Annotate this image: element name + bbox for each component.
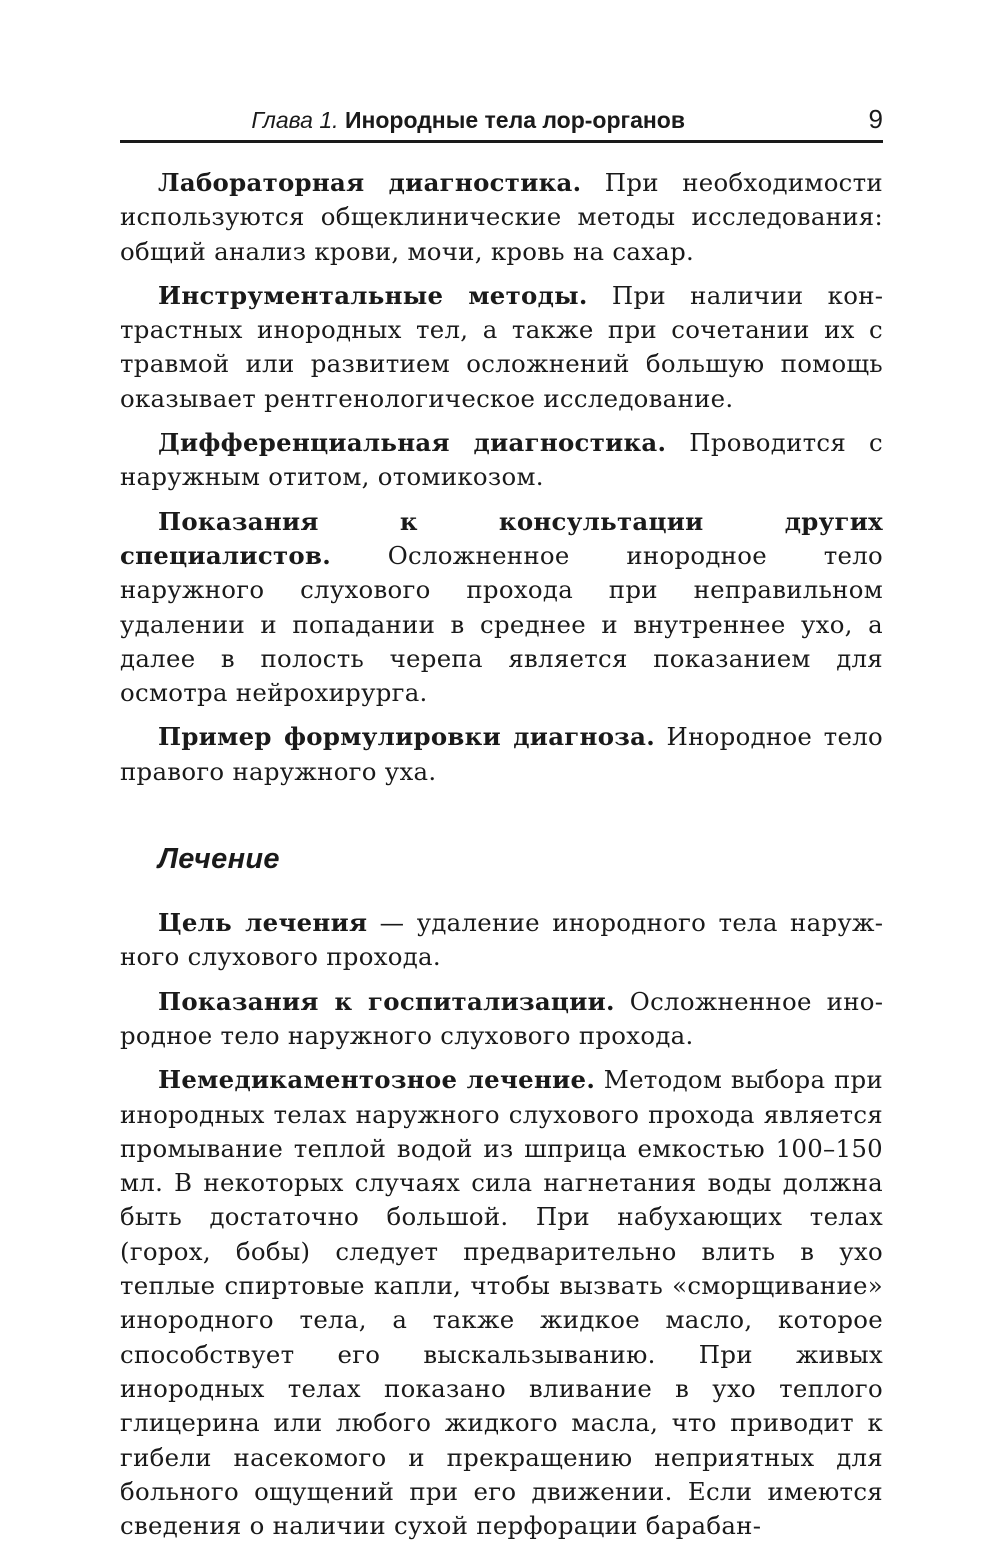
paragraph-text: Осложненное инородное тело наружного слухового прохода. (120, 986, 883, 1050)
paragraph-lead: Лабораторная диагностика. (158, 168, 582, 197)
paragraph-instrumental-methods (120, 279, 883, 416)
paragraph-lead: Цель лечения (158, 908, 368, 938)
paragraph-lead: Дифференциальная диагностика. (158, 428, 667, 458)
paragraph-treatment-goal (120, 906, 883, 975)
paragraph-lab-diagnostics (120, 166, 883, 269)
paragraph-lead: Инструментальные методы. (158, 280, 588, 310)
paragraph-text: Инородное тело правого наружного уха. (120, 722, 883, 786)
paragraph-text: — удаление инородного тела наружного слухового прохода. (120, 908, 883, 972)
paragraph-non-drug-treatment (120, 1063, 883, 1543)
chapter-title: Инородные тела лор-органов (344, 107, 685, 133)
paragraph-hospitalization (120, 985, 883, 1054)
paragraph-lead: Показания к госпитализации. (158, 986, 615, 1016)
page-number: 9 (868, 104, 883, 134)
section-heading-treatment: Лечение (158, 843, 280, 876)
paragraph-text: Осложненное инородное тело наружного слухового прохода при неправильном удалении и попадании в среднее и внутреннее ухо, а далее в полость черепа является показанием для осмотра нейрохирурга. (120, 540, 883, 708)
body-text (120, 166, 883, 1543)
running-head-title (120, 106, 685, 134)
paragraph-specialist-consultation (120, 505, 883, 711)
paragraph-lead: Показания к консультации других специалистов. (120, 506, 883, 570)
paragraph-differential-diagnostics (120, 426, 883, 495)
paragraph-lead: Немедикаментозное лечение. (158, 1065, 596, 1095)
paragraph-text: Проводится с наружным отитом, отомикозом. (120, 428, 883, 492)
running-head (120, 100, 883, 143)
paragraph-text: При необходимости используются общеклинические методы исследования: общий анализ крови, мочи, кровь на сахар. (120, 168, 883, 266)
paragraph-text: Методом выбора при инородных телах наружного слухового прохода является промывание теплой водой из шприца емкостью 100–150 мл. В некоторых случаях сила нагнетания воды должна быть достаточно большой. При набухающих телах (горох, бобы) следует предварительно влить в ухо теплые спиртовые капли, чтобы вызвать «сморщивание» инородного тела, а также жидкое масло, которое способствует его выскальзыванию. При живых инородных телах показано вливание в ухо теплого глицерина или любого жидкого масла, что приводит к гибели насекомого и прекращению неприятных для больного ощущений при его движении. Если имеются сведения о наличии сухой перфорации барабан- (120, 1065, 883, 1541)
chapter-label: Глава 1. (251, 107, 339, 133)
paragraph-text: При наличии контрастных инородных тел, а также при сочетании их с травмой или развитием осложнений большую помощь оказывает рентгенологическое исследование. (120, 280, 883, 413)
paragraph-lead: Пример формулировки диагноза. (158, 722, 656, 752)
paragraph-diagnosis-example (120, 720, 883, 789)
